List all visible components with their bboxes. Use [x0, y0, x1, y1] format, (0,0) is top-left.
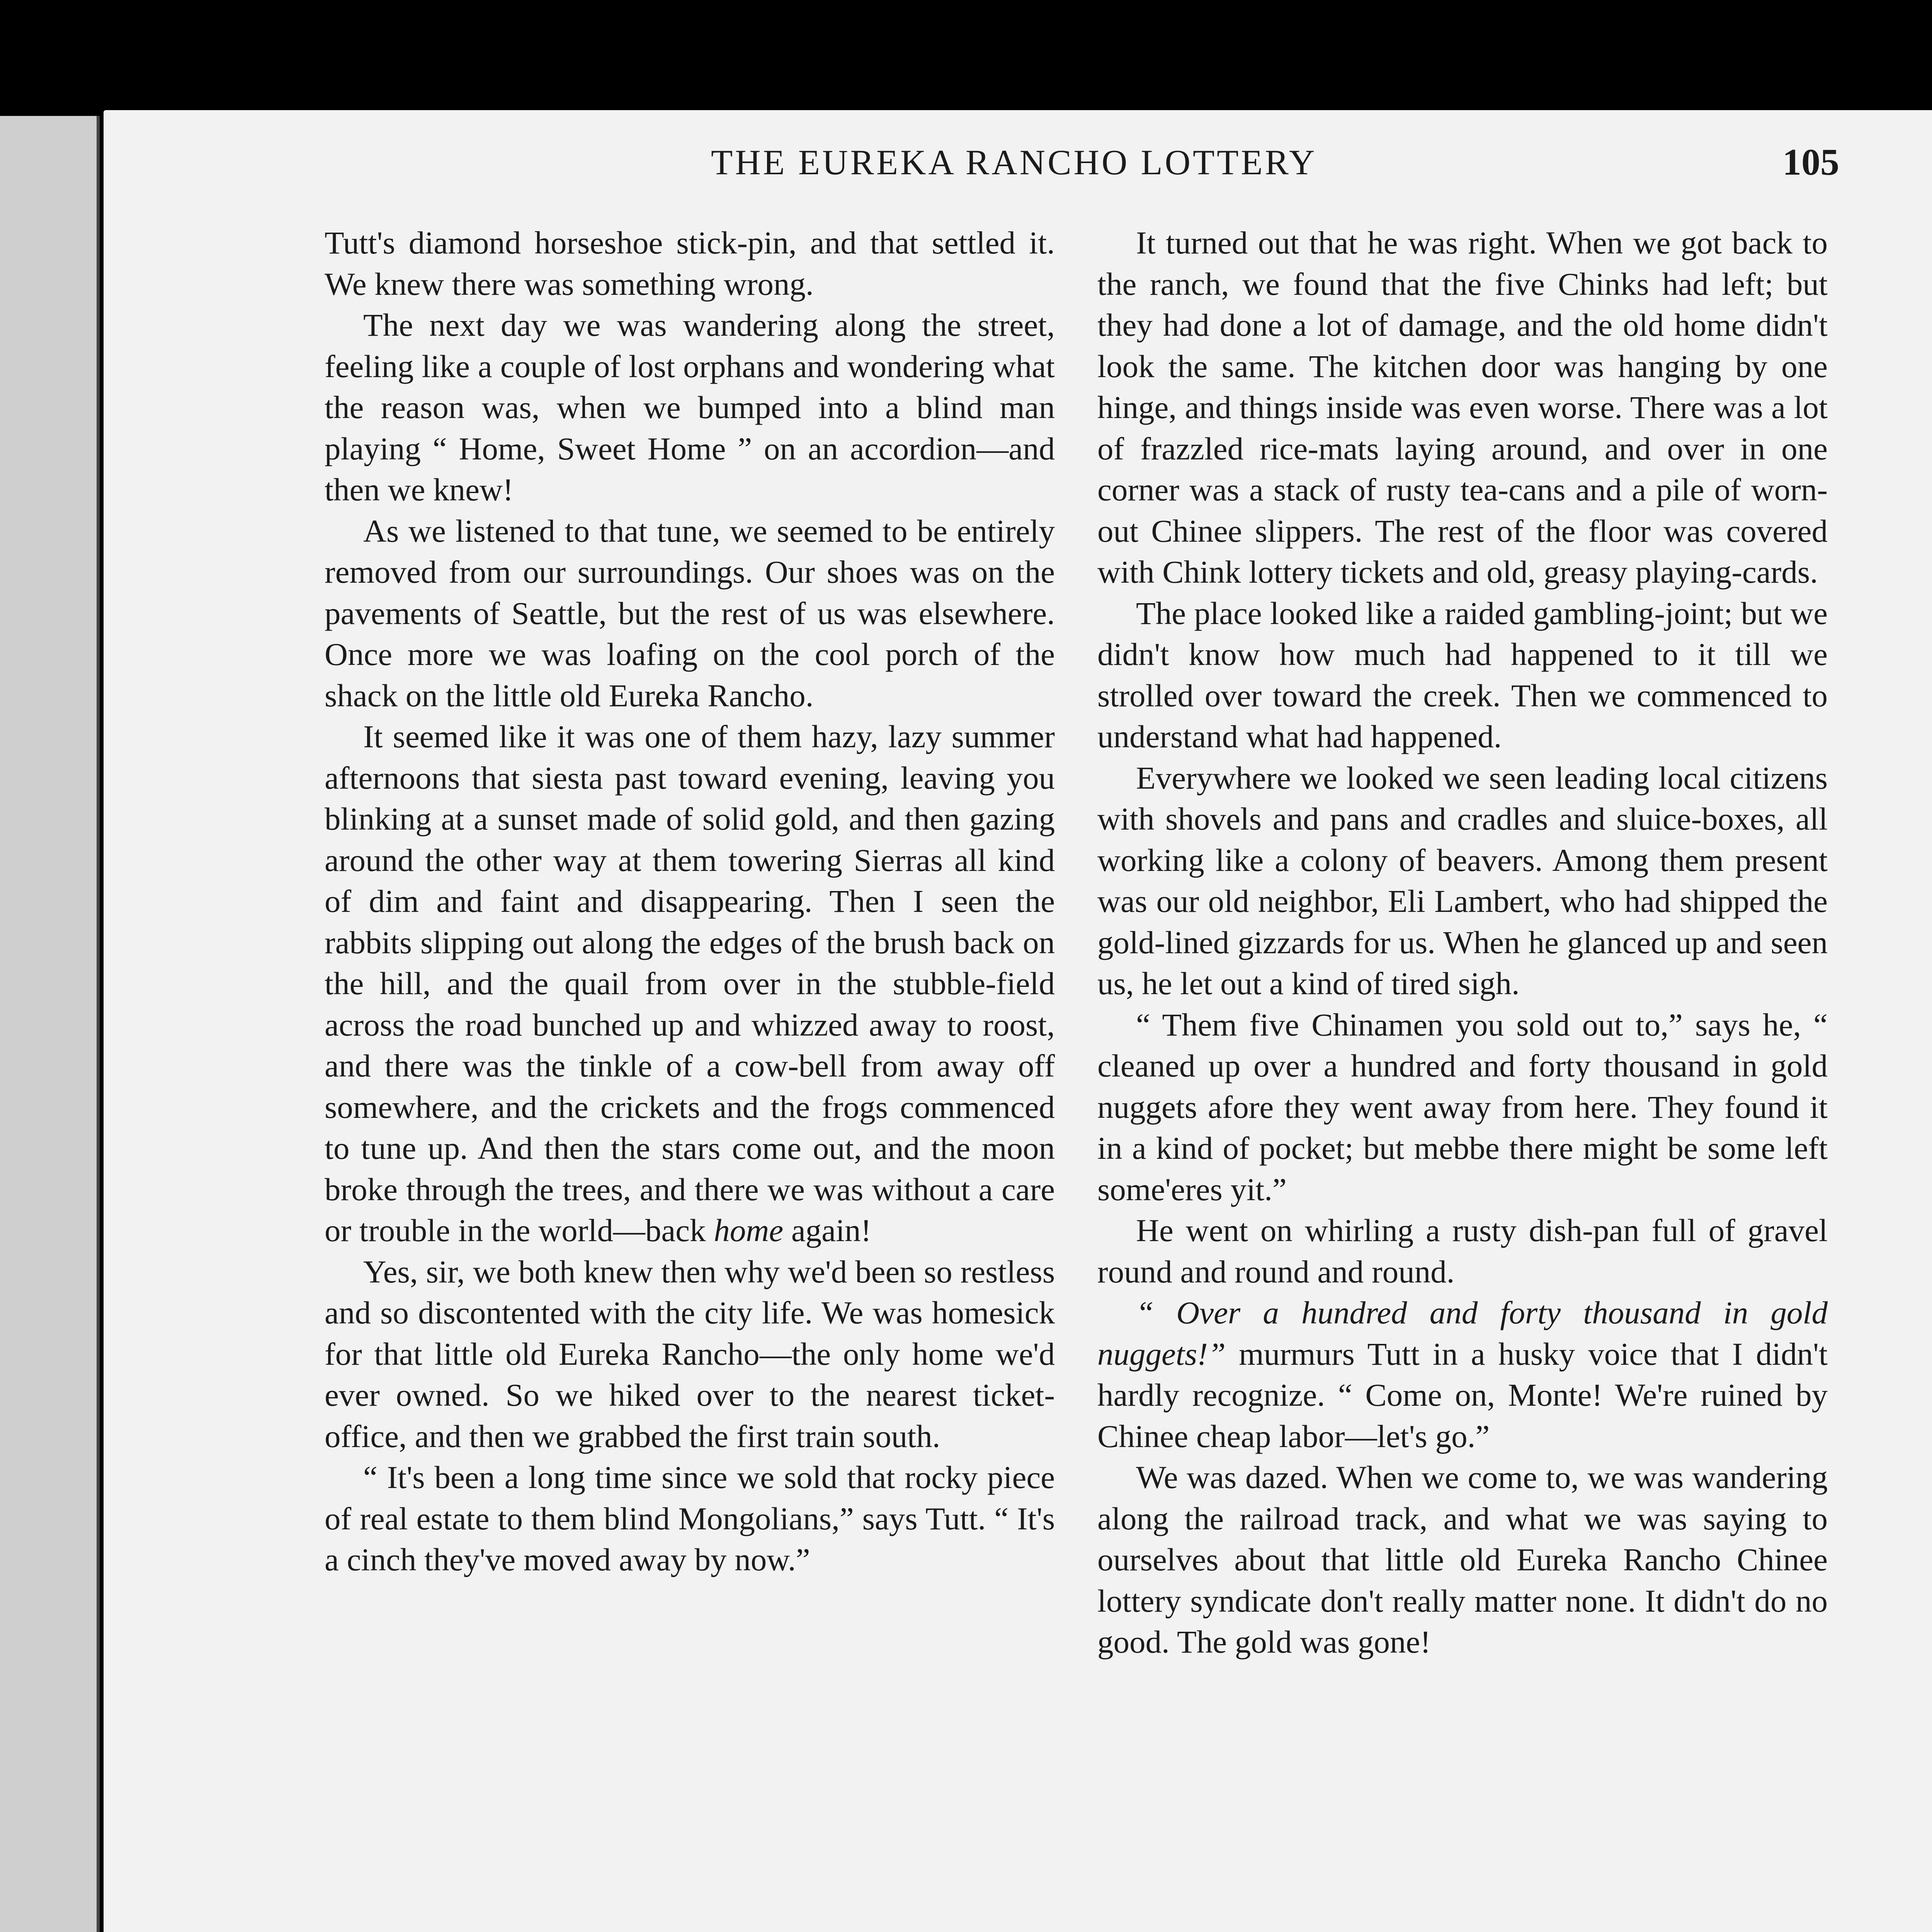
paragraph: The next day we was wandering along the street, feeling like a couple of lost orphans and wondering what the reason was, when we bumped into a blind man playing “ Home, Sweet Home ” on an accordion—and then we knew!	[325, 307, 1055, 507]
running-title: THE EUREKA RANCHO LOTTERY	[711, 143, 1317, 182]
paragraph: Yes, sir, we both knew then why we'd been so restless and so discontented with the city life. We was homesick for that little old Eureka Rancho—the only home we'd ever owned. So we hiked over to the nearest ticket-office, and then we grabbed the first train south.	[325, 1253, 1055, 1454]
paragraph: The place looked like a raided gambling-joint; but we didn't know how much had happened to it till we strolled over toward the creek. Then we commenced to understand what had happened.	[1097, 595, 1828, 754]
page-number: 105	[1782, 141, 1839, 183]
paragraph: It turned out that he was right. When we got back to the ranch, we found that the five Chinks had left; but they had done a lot of damage, and the old home didn't look the same. The kitchen door was hanging by one hinge, and things inside was even worse. There was a lot of frazzled rice-mats laying around, and over in one corner was a stack of rusty tea-cans and a pile of worn-out Chinee slippers. The rest of the floor was covered with Chink lottery tickets and old, greasy playing-cards.	[1097, 225, 1828, 590]
paragraph: As we listened to that tune, we seemed to be entirely removed from our surroundings. Our shoes was on the pavements of Seattle, but the rest of us was elsewhere. Once more we was loafing on the cool porch of the shack on the little old Eureka Rancho.	[325, 513, 1055, 713]
running-head	[591, 133, 1839, 191]
paragraph: It seemed like it was one of them hazy, lazy summer afternoons that siesta past toward evening, leaving you blinking at a sunset made of solid gold, and then gazing around the other way at them towering Sierras all kind of dim and faint and disappearing. Then I seen the rabbits slipping out along the edges of the brush back on the hill, and the quail from over in the stubble-field across the road bunched up and whizzed away to roost, and there was the tinkle of a cow-bell from away off somewhere, and the crickets and the frogs commenced to tune up. And then the stars come out, and the moon broke through the trees, and there we was without a care or trouble in the world—back home again!	[325, 719, 1055, 1248]
facing-page-edge	[0, 116, 100, 1932]
paragraph: “ Them five Chinamen you sold out to,” says he, “ cleaned up over a hundred and forty thousand in gold nuggets afore they went away from here. They found it in a kind of pocket; but mebbe there might be some left some'eres yit.”	[1097, 1007, 1828, 1207]
italic-quote: “ Over a hundred and forty thousand in gold nuggets!”	[1097, 1295, 1828, 1372]
paragraph: We was dazed. When we come to, we was wandering along the railroad track, and what we was saying to ourselves about that little old Eureka Rancho Chinee lottery syndicate don't really matter none. It didn't do no good. The gold was gone!	[1097, 1459, 1828, 1660]
paragraph: Everywhere we looked we seen leading local citizens with shovels and pans and cradles and sluice-boxes, all working like a colony of beavers. Among them present was our old neighbor, Eli Lambert, who had shipped the gold-lined gizzards for us. When he glanced up and seen us, he let out a kind of tired sigh.	[1097, 760, 1828, 1001]
paragraph: He went on whirling a rusty dish-pan full of gravel round and round and round.	[1097, 1213, 1828, 1289]
paragraph: “ It's been a long time since we sold that rocky piece of real estate to them blind Mongolians,” says Tutt. “ It's a cinch they've moved away by now.”	[325, 1459, 1055, 1577]
story-column-left	[325, 222, 1055, 1932]
paragraph: “ Over a hundred and forty thousand in gold nuggets!” murmurs Tutt in a husky voice that I didn't hardly recognize. “ Come on, Monte! We're ruined by Chinee cheap labor—let's go.”	[1097, 1295, 1828, 1454]
story-column-right	[1097, 222, 1828, 1932]
italic-word: home	[714, 1213, 784, 1248]
paragraph: Tutt's diamond horseshoe stick-pin, and that settled it. We knew there was something wrong.	[325, 225, 1055, 302]
